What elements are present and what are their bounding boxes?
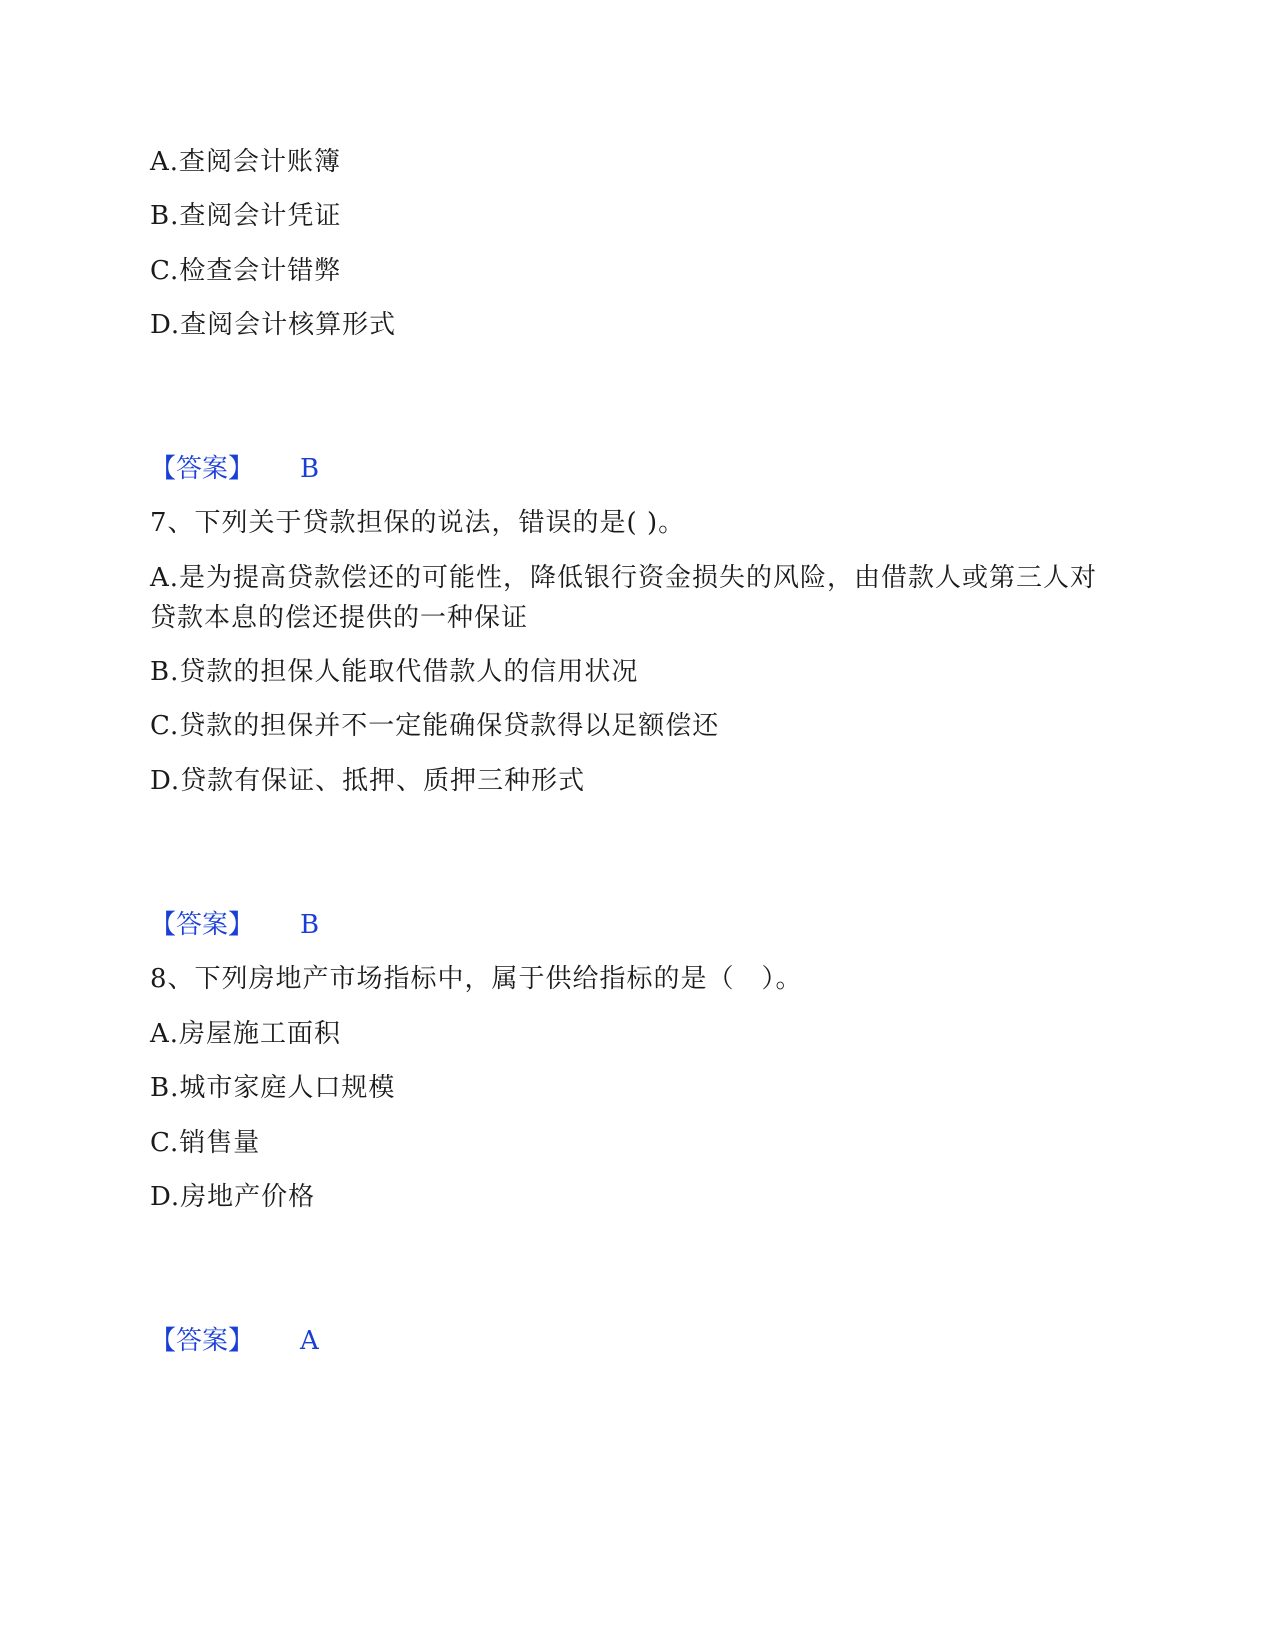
option-b: B.城市家庭人口规模	[150, 1073, 396, 1103]
answer-label: 【答案】	[150, 454, 255, 484]
option-b: B.贷款的担保人能取代借款人的信用状况	[150, 657, 639, 687]
answer-value: A	[300, 1326, 319, 1356]
option-b: B.查阅会计凭证	[150, 201, 342, 231]
answer-row	[150, 1321, 319, 1361]
option-a: A.查阅会计账簿	[150, 147, 342, 177]
answer-label: 【答案】	[150, 1326, 255, 1356]
option-d: D.贷款有保证、抵押、质押三种形式	[150, 766, 586, 796]
question-7: 7、下列关于贷款担保的说法，错误的是( )。	[150, 508, 686, 538]
answer-value: B	[300, 910, 320, 940]
question-8: 8、下列房地产市场指标中，属于供给指标的是（ ）。	[150, 964, 803, 994]
option-c: C.销售量	[150, 1128, 261, 1158]
answer-value: B	[300, 454, 320, 484]
option-c: C.检查会计错弊	[150, 256, 342, 286]
option-a: A.是为提高贷款偿还的可能性，降低银行资金损失的风险，由借款人或第三人对贷款本息的偿还提供的一种保证	[150, 563, 1098, 633]
option-d: D.房地产价格	[150, 1182, 316, 1212]
answer-label: 【答案】	[150, 910, 255, 940]
option-a: A.房屋施工面积	[150, 1019, 342, 1049]
option-d: D.查阅会计核算形式	[150, 310, 397, 340]
option-c: C.贷款的担保并不一定能确保贷款得以足额偿还	[150, 711, 720, 741]
answer-row	[150, 449, 319, 489]
answer-row	[150, 905, 319, 945]
